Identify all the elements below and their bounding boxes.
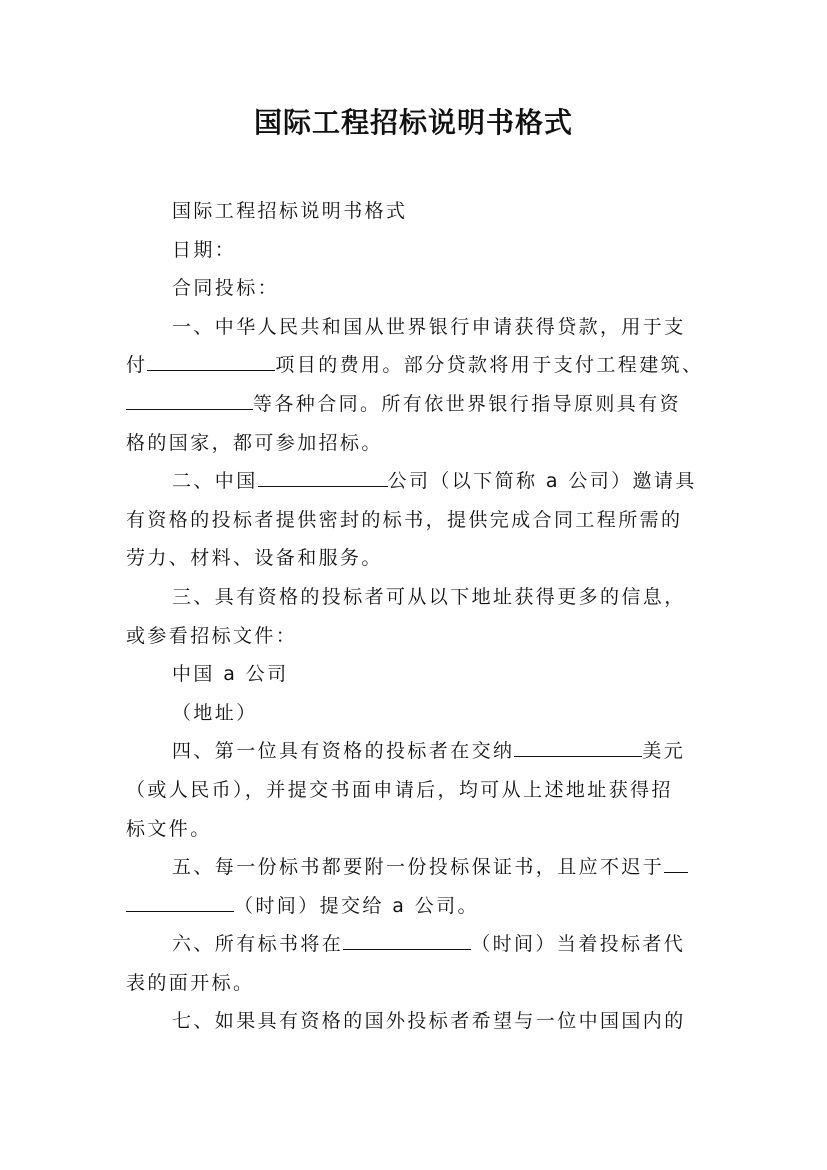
text: 四、第一位具有资格的投标者在交纳 <box>172 740 515 763</box>
clause-6-line <box>126 964 706 1003</box>
text: 格的国家，都可参加招标。 <box>126 431 383 454</box>
blank-underline <box>126 390 253 410</box>
text: 标文件。 <box>126 817 212 840</box>
text: （时间）提交给 a 公司。 <box>234 894 479 917</box>
text: 表的面开标。 <box>126 971 255 994</box>
clause-3-line <box>126 578 706 617</box>
text: （时间）当着投标者代 <box>471 933 686 956</box>
blank-underline <box>514 737 642 757</box>
clause-4-line <box>126 732 706 771</box>
clause-2-line <box>126 539 706 578</box>
clause-5-line <box>126 848 706 887</box>
clause-6-line <box>126 925 706 964</box>
clause-4-line <box>126 810 706 849</box>
text: 有资格的投标者提供密封的标书，提供完成合同工程所需的 <box>126 508 683 531</box>
blank-underline <box>126 892 234 912</box>
address-line <box>126 694 706 733</box>
document-body <box>126 192 706 1041</box>
text: 中国 a 公司 <box>172 663 289 686</box>
clause-4-line <box>126 771 706 810</box>
company-name-line <box>126 655 706 694</box>
text: 国际工程招标说明书格式 <box>172 200 408 222</box>
blank-underline <box>343 930 471 950</box>
text: 付 <box>126 354 148 377</box>
text: （地址） <box>172 701 258 724</box>
text: 公司（以下简称 a 公司）邀请具 <box>387 470 697 493</box>
text: 或参看招标文件： <box>126 624 298 647</box>
text: 七、如果具有资格的国外投标者希望与一位中国国内的 <box>172 1010 686 1033</box>
text: 六、所有标书将在 <box>172 933 344 956</box>
body-line <box>126 192 706 231</box>
text: 一、中华人民共和国从世界银行申请获得贷款，用于支 <box>172 315 686 338</box>
clause-1-line <box>126 308 706 347</box>
text: 合同投标： <box>172 277 280 300</box>
text: 等各种合同。所有依世界银行指导原则具有资 <box>253 392 682 415</box>
clause-3-line <box>126 617 706 656</box>
blank-underline <box>258 467 388 487</box>
blank-underline <box>147 351 275 371</box>
date-label: 日期： <box>172 238 237 261</box>
clause-2-line <box>126 501 706 540</box>
clause-2-line <box>126 462 706 501</box>
text: 二、中国 <box>172 470 258 493</box>
text: 劳力、材料、设备和服务。 <box>126 547 383 570</box>
document-title: 国际工程招标说明书格式 <box>253 106 573 139</box>
text: 项目的费用。部分贷款将用于支付工程建筑、 <box>275 354 704 377</box>
clause-7-line <box>126 1002 706 1041</box>
text: （或人民币），并提交书面申请后，均可从上述地址获得招 <box>126 778 673 801</box>
text: 美元 <box>642 740 686 763</box>
clause-1-line <box>126 346 706 385</box>
text: 五、每一份标书都要附一份投标保证书，且应不迟于 <box>172 856 665 879</box>
blank-underline <box>664 853 688 873</box>
clause-1-line <box>126 424 706 463</box>
text: 三、具有资格的投标者可从以下地址获得更多的信息， <box>172 585 686 608</box>
body-line <box>126 269 706 308</box>
date-line <box>126 231 706 270</box>
clause-1-line <box>126 385 706 424</box>
clause-5-line <box>126 887 706 926</box>
